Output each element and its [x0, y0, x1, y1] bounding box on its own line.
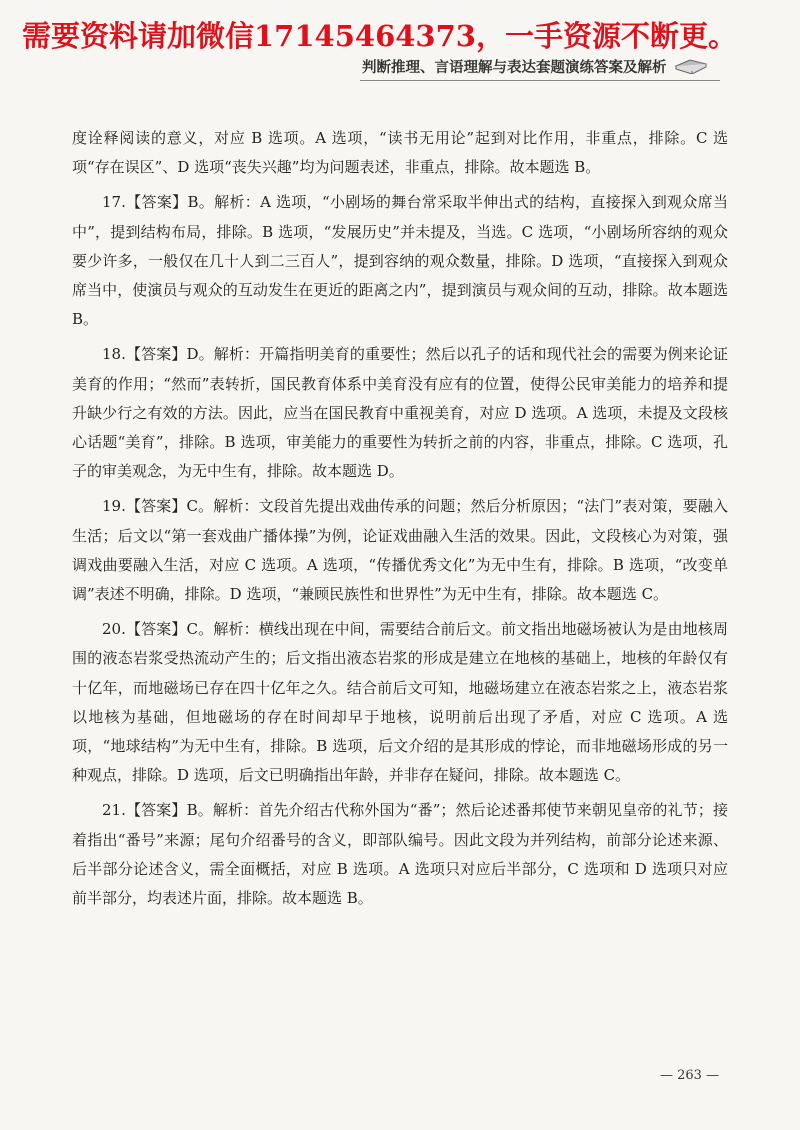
answer-17: 17.【答案】B。解析：A 选项，“小剧场的舞台常采取半伸出式的结构，直接探入到观众席当中”，提到结构布局，排除。B 选项，“发展历史”并未提及，当选。C 选项，“小剧场所容纳的观众要少许多，一般仅在几十人到二三百人”，提到容纳的观众数量，排除。D 选项，“直接探入到观众席当中，使演员与观众的互动发生在更近的距离之内”，提到演员与观众间的互动，排除。故本题选 B。	[72, 193, 728, 329]
answer-20: 20.【答案】C。解析：横线出现在中间，需要结合前后文。前文指出地磁场被认为是由地核周围的液态岩浆受热流动产生的；后文指出液态岩浆的形成是建立在地核的基础上，地核的年龄仅有十亿年，而地磁场已存在四十亿年之久。结合前后文可知，地磁场建立在液态岩浆之上，液态岩浆以地核为基础，但地磁场的存在时间却早于地核，说明前后出现了矛盾，对应 C 选项。A 选项，“地球结构”为无中生有，排除。B 选项，后文介绍的是其形成的悖论，而非地磁场形成的另一种观点，排除。D 选项，后文已明确指出年龄，并非存在疑问，排除。故本题选 C。	[72, 620, 728, 785]
answer-18: 18.【答案】D。解析：开篇指明美育的重要性；然后以孔子的话和现代社会的需要为例来论证美育的作用；“然而”表转折，国民教育体系中美育没有应有的位置，使得公民审美能力的培养和提升缺少行之有效的方法。因此，应当在国民教育中重视美育，对应 D 选项。A 选项，未提及文段核心话题“美育”，排除。B 选项，审美能力的重要性为转折之前的内容，非重点，排除。C 选项，孔子的审美观念，为无中生有，排除。故本题选 D。	[72, 345, 728, 481]
watermark-banner: 需要资料请加微信17145464373，一手资源不断更。	[22, 19, 737, 53]
answer-body	[72, 124, 728, 919]
book-icon	[674, 52, 708, 74]
paragraph-continuation: 度诠释阅读的意义，对应 B 选项。A 选项，“读书无用论”起到对比作用，非重点，排除。C 选项“存在误区”、D 选项“丧失兴趣”均为问题表述，非重点，排除。故本题选 B。	[72, 129, 728, 177]
answer-21: 21.【答案】B。解析：首先介绍古代称外国为“番”；然后论述番邦使节来朝见皇帝的礼节；接着指出“番号”来源；尾句介绍番号的含义，即部队编号。因此文段为并列结构，前部分论述来源、后半部分论述含义，需全面概括，对应 B 选项。A 选项只对应后半部分，C 选项和 D 选项只对应前半部分，均表述片面，排除。故本题选 B。	[72, 801, 728, 908]
running-header: 判断推理、言语理解与表达套题演练答案及解析	[362, 59, 667, 76]
page-number: — 263 —	[660, 1068, 720, 1083]
answer-19: 19.【答案】C。解析：文段首先提出戏曲传承的问题；然后分析原因；“法门”表对策，要融入生活；后文以“第一套戏曲广播体操”为例，论证戏曲融入生活的效果。因此，文段核心为对策，强调戏曲要融入生活，对应 C 选项。A 选项，“传播优秀文化”为无中生有，排除。B 选项，“改变单调”表述不明确，排除。D 选项，“兼顾民族性和世界性”为无中生有，排除。故本题选 C。	[72, 497, 728, 604]
header-rule	[360, 80, 720, 81]
